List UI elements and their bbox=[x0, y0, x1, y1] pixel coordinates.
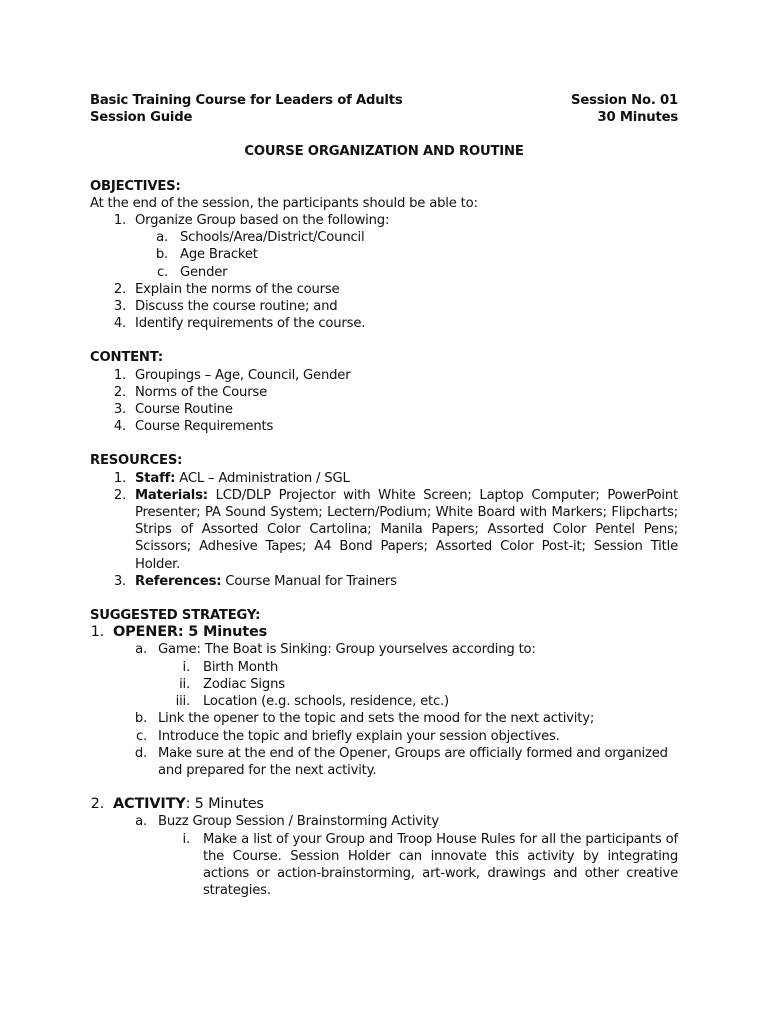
content-item bbox=[90, 367, 678, 384]
list-number: 1. bbox=[113, 470, 126, 486]
list-letter: a. bbox=[135, 642, 147, 658]
objective-subitem bbox=[90, 264, 678, 281]
list-number: 4. bbox=[113, 316, 126, 332]
list-text: Game: The Boat is Sinking: Group yourselves according to: bbox=[158, 642, 536, 658]
list-text: Link the opener to the topic and sets the mood for the next activity; bbox=[158, 711, 595, 727]
list-text: Groupings – Age, Council, Gender bbox=[135, 367, 351, 383]
session-guide-page bbox=[90, 92, 678, 899]
list-text: Introduce the topic and briefly explain your session objectives. bbox=[158, 728, 560, 744]
list-letter: c. bbox=[135, 728, 147, 744]
list-number: 3. bbox=[113, 573, 126, 589]
doc-type: Session Guide bbox=[90, 110, 193, 126]
list-text: Make sure at the end of the Opener, Groups are officially formed and organized and prepared for the next activity. bbox=[158, 745, 668, 778]
list-letter: b. bbox=[134, 711, 147, 727]
list-number: 2. bbox=[113, 384, 126, 400]
activity-duration: : 5 Minutes bbox=[185, 796, 264, 813]
session-number: Session No. 01 bbox=[571, 93, 678, 108]
list-text: Age Bracket bbox=[180, 247, 258, 263]
list-text: Organize Group based on the following: bbox=[135, 213, 390, 229]
opener-subitem bbox=[90, 659, 678, 676]
list-text: Identify requirements of the course. bbox=[135, 316, 366, 332]
resources-heading: RESOURCES: bbox=[90, 453, 183, 469]
list-number: 1. bbox=[113, 213, 126, 229]
objectives-heading: OBJECTIVES: bbox=[90, 178, 181, 194]
content-item bbox=[90, 384, 678, 401]
objective-item bbox=[90, 315, 678, 332]
list-text: ACL – Administration / SGL bbox=[175, 470, 350, 486]
opener-item bbox=[90, 745, 678, 779]
header-row-1 bbox=[90, 92, 678, 109]
list-letter: d. bbox=[134, 745, 147, 761]
resource-item bbox=[90, 487, 678, 573]
list-letter: b. bbox=[155, 247, 168, 263]
opener-item bbox=[90, 710, 678, 727]
list-text: Course Requirements bbox=[135, 419, 274, 435]
list-letter: a. bbox=[135, 814, 147, 830]
list-number: 3. bbox=[113, 402, 126, 418]
opener-item bbox=[90, 728, 678, 745]
list-text: Schools/Area/District/Council bbox=[180, 230, 365, 246]
list-number: 2. bbox=[113, 487, 126, 503]
list-number: 3. bbox=[113, 299, 126, 315]
resource-item bbox=[90, 573, 678, 590]
list-text: Location (e.g. schools, residence, etc.) bbox=[203, 694, 449, 710]
list-roman: ii. bbox=[179, 676, 190, 692]
list-text: Birth Month bbox=[203, 659, 278, 675]
activity-heading bbox=[90, 796, 678, 813]
objective-item bbox=[90, 298, 678, 315]
resource-item bbox=[90, 470, 678, 487]
objectives-intro: At the end of the session, the participants should be able to: bbox=[90, 195, 478, 211]
list-number: 1. bbox=[90, 624, 104, 641]
list-roman: iii. bbox=[175, 694, 190, 710]
list-text: Discuss the course routine; and bbox=[135, 299, 338, 315]
resource-label: Staff: bbox=[135, 470, 176, 486]
list-letter: c. bbox=[156, 264, 168, 280]
list-roman: i. bbox=[182, 831, 190, 847]
list-text: Gender bbox=[180, 264, 228, 280]
activity-subitem bbox=[90, 831, 678, 900]
list-roman: i. bbox=[182, 659, 190, 675]
resource-label: References: bbox=[135, 573, 222, 589]
objective-item bbox=[90, 281, 678, 298]
opener-heading bbox=[90, 624, 678, 641]
list-text: Course Routine bbox=[135, 402, 233, 418]
header-row-2 bbox=[90, 109, 678, 126]
list-text: Zodiac Signs bbox=[203, 676, 285, 692]
list-text: Course Manual for Trainers bbox=[221, 573, 397, 589]
list-number: 2. bbox=[113, 281, 126, 297]
list-text: LCD/DLP Projector with White Screen; Laptop Computer; PowerPoint Presenter; PA Sound System; Lectern/Podium; White Board with Markers; Flipcharts; Strips of Assorted Color Cartolina; Manila Papers; Assorted Color Pentel Pens; Scissors; Adhesive Tapes; A4 Bond Papers; Assorted Color Post-it; Session Title Holder. bbox=[135, 487, 678, 572]
list-letter: a. bbox=[156, 230, 168, 246]
list-text: Norms of the Course bbox=[135, 384, 268, 400]
list-text: Explain the norms of the course bbox=[135, 281, 340, 297]
session-duration: 30 Minutes bbox=[597, 110, 678, 126]
objective-subitem bbox=[90, 229, 678, 246]
strategy-heading: SUGGESTED STRATEGY: bbox=[90, 608, 261, 624]
objective-subitem bbox=[90, 246, 678, 263]
objective-item bbox=[90, 212, 678, 229]
content-item bbox=[90, 418, 678, 435]
list-text: Buzz Group Session / Brainstorming Activity bbox=[158, 814, 439, 830]
list-number: 2. bbox=[90, 796, 104, 813]
activity-item bbox=[90, 813, 678, 830]
resource-label: Materials: bbox=[135, 487, 208, 503]
activity-title: ACTIVITY bbox=[113, 796, 186, 813]
list-text: Make a list of your Group and Troop House Rules for all the participants of the Course. Session Holder can innovate this activity by integrating actions or action-brainstorming, art-work, drawings and other creative strategies. bbox=[203, 831, 678, 899]
opener-title: OPENER: 5 Minutes bbox=[113, 624, 268, 641]
opener-subitem bbox=[90, 693, 678, 710]
list-number: 4. bbox=[113, 419, 126, 435]
list-number: 1. bbox=[113, 367, 126, 383]
opener-subitem bbox=[90, 676, 678, 693]
opener-item bbox=[90, 641, 678, 658]
content-heading: CONTENT: bbox=[90, 350, 163, 366]
page-title: COURSE ORGANIZATION AND ROUTINE bbox=[244, 144, 524, 160]
content-item bbox=[90, 401, 678, 418]
course-title: Basic Training Course for Leaders of Adults bbox=[90, 93, 403, 108]
